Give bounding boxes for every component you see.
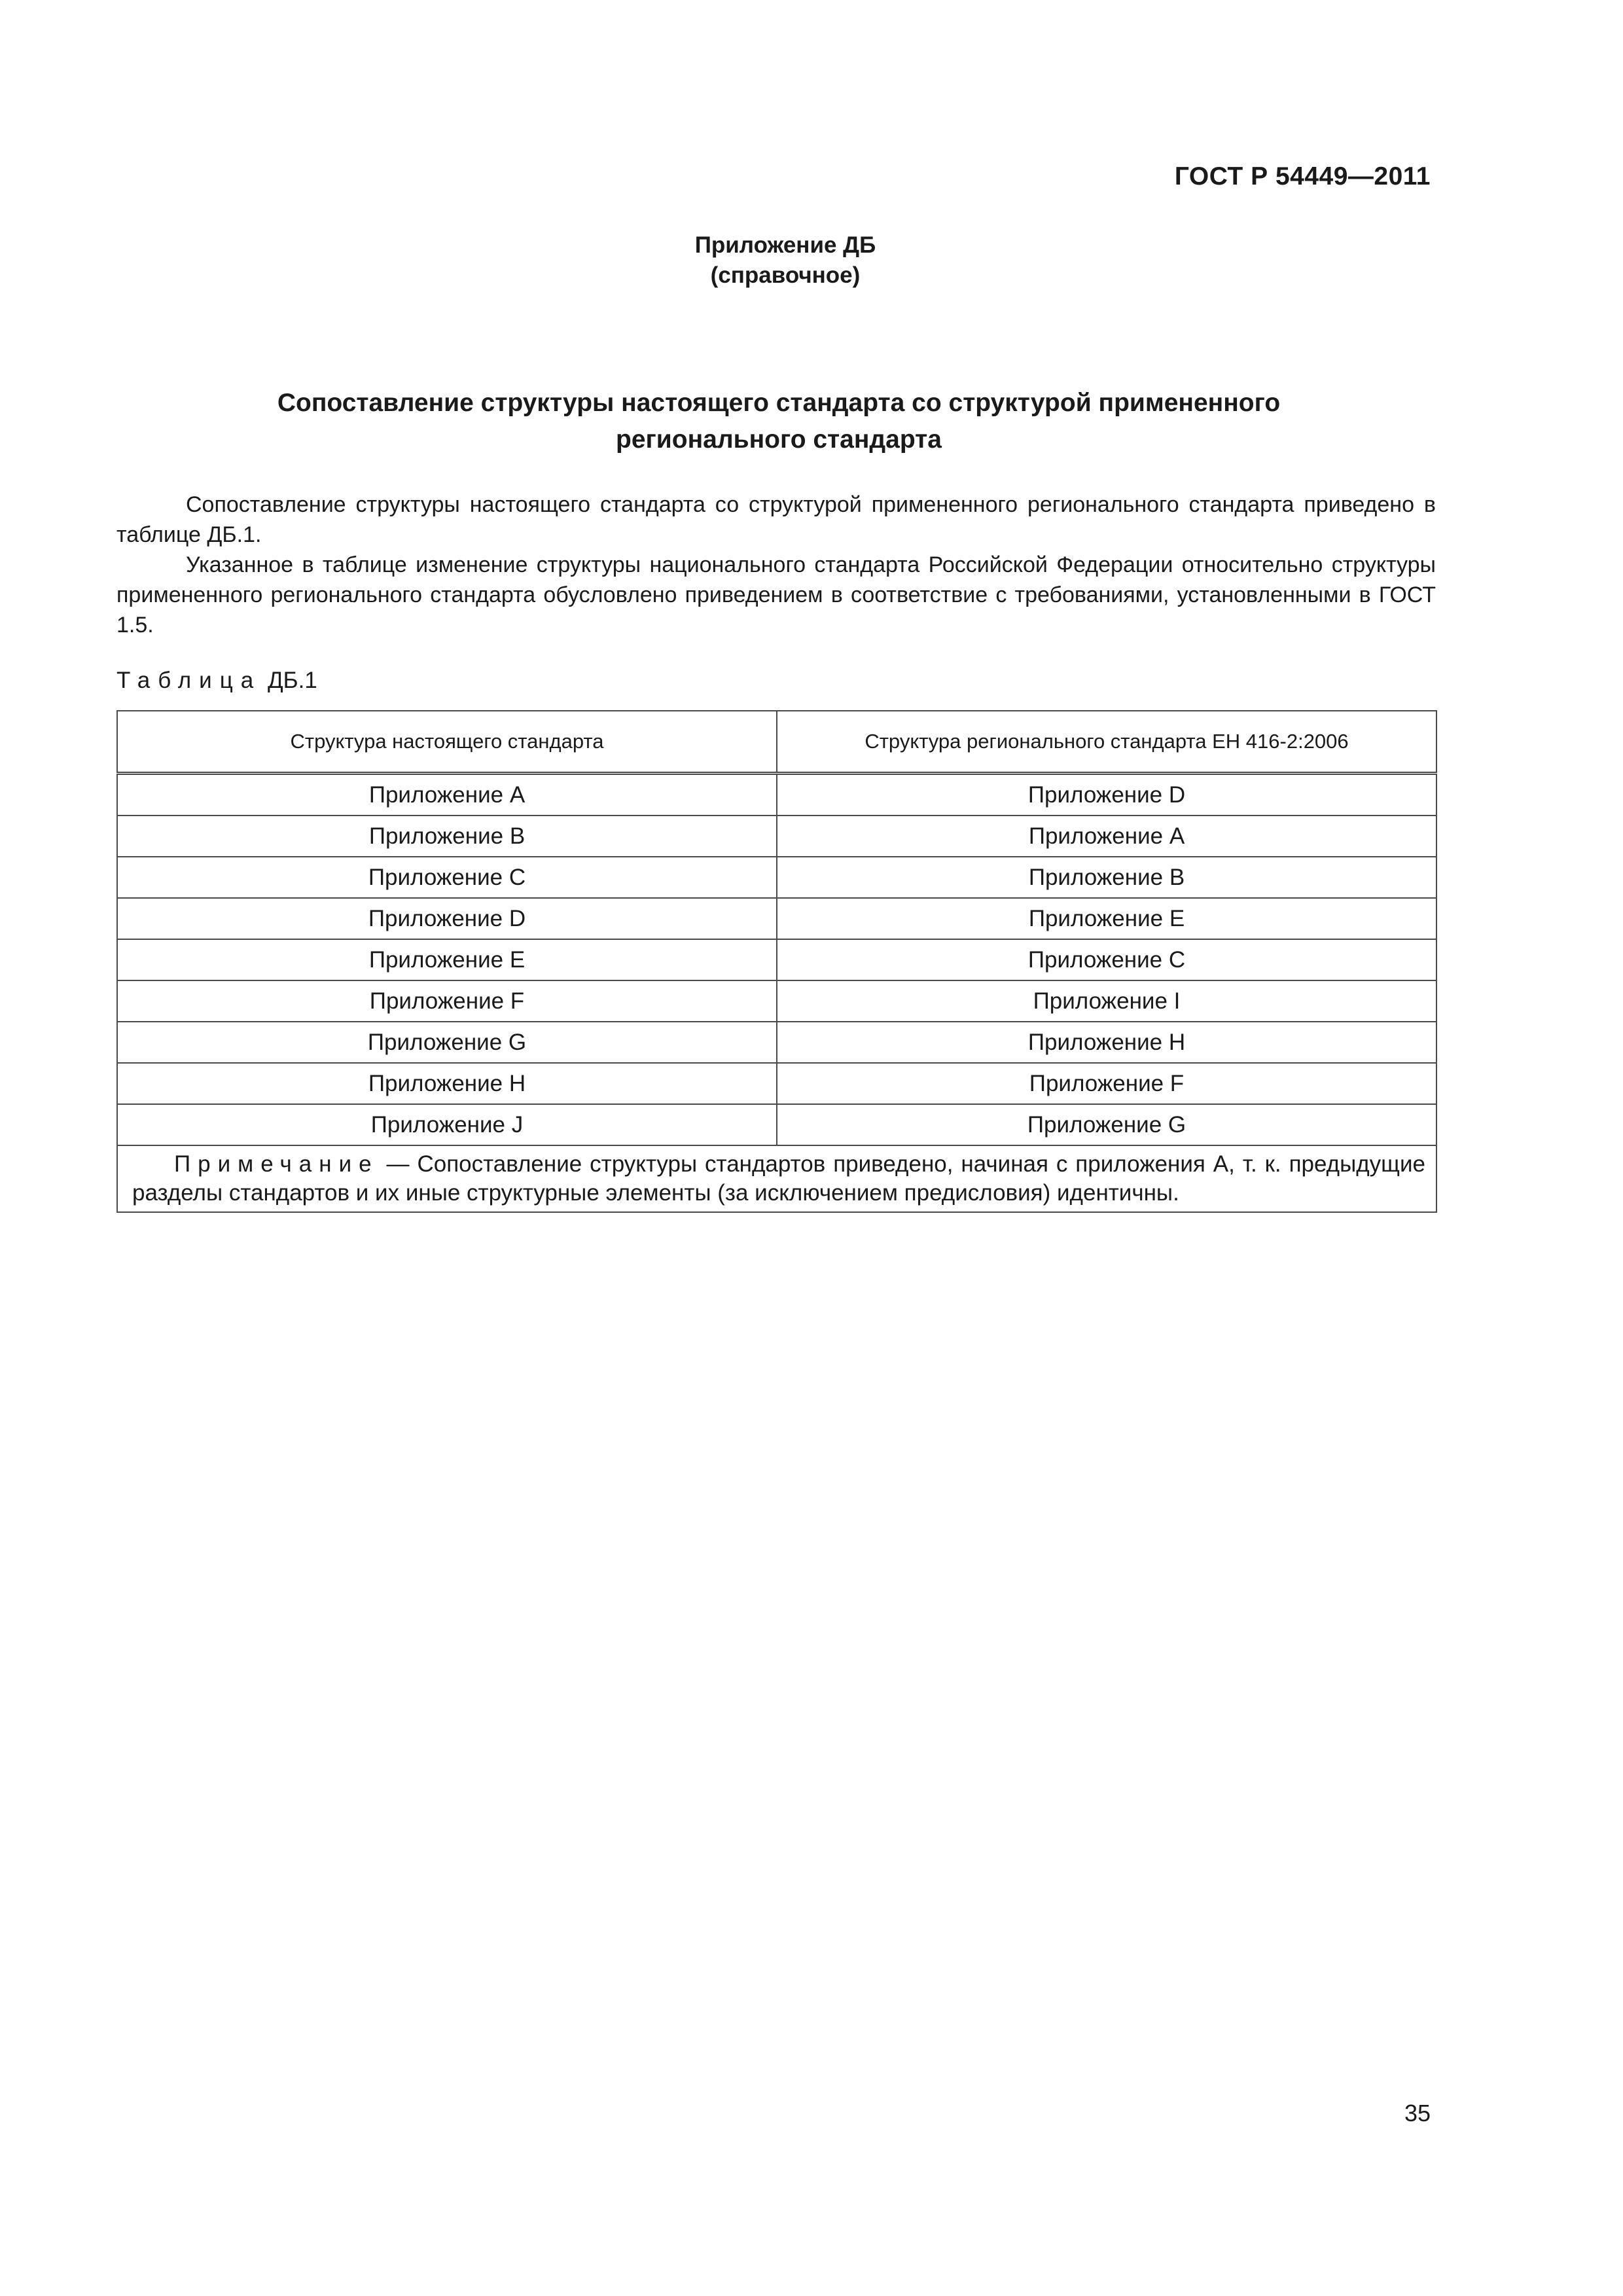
section-title [118, 385, 1440, 458]
cell-national: Приложение В [117, 816, 777, 857]
table-row [117, 898, 1436, 939]
table-caption [116, 668, 317, 694]
annex-title: Приложение ДБ [694, 232, 876, 258]
cell-national: Приложение G [117, 1022, 777, 1063]
note-text: — Сопоставление структуры стандартов приведено, начиная с приложения А, т. к. предыдущие разделы стандартов и их иные структурные элементы (за исключением предисловия) идентичны. [132, 1151, 1425, 1206]
cell-national: Приложение J [117, 1104, 777, 1145]
cell-national: Приложение Е [117, 939, 777, 980]
table-row [117, 1063, 1436, 1104]
cell-regional: Приложение В [777, 857, 1436, 898]
note-label: Примечание [174, 1151, 379, 1177]
section-title-line-2: регионального стандарта [616, 425, 942, 454]
cell-national: Приложение С [117, 857, 777, 898]
cell-regional: Приложение Е [777, 898, 1436, 939]
table-row [117, 1022, 1436, 1063]
column-header-regional: Структура регионального стандарта ЕН 416-2:2006 [777, 711, 1436, 774]
table-header-row [117, 711, 1436, 774]
cell-national: Приложение Н [117, 1063, 777, 1104]
cell-national: Приложение D [117, 898, 777, 939]
paragraph-2: Указанное в таблице изменение структуры национального стандарта Российской Федерации относительно структуры примененного регионального стандарта обусловлено приведением в соответствие с требованиями, установленными в ГОСТ 1.5. [116, 552, 1436, 637]
table-note [117, 1145, 1436, 1212]
paragraph-1: Сопоставление структуры настоящего стандарта со структурой примененного регионального стандарта приведено в таблице ДБ.1. [116, 492, 1436, 547]
table-row [117, 1104, 1436, 1145]
column-header-national: Структура настоящего стандарта [117, 711, 777, 774]
comparison-table [116, 710, 1437, 1213]
page-number: 35 [1404, 2100, 1431, 2126]
cell-regional: Приложение D [777, 774, 1436, 816]
cell-national: Приложение F [117, 980, 777, 1022]
annex-subtitle: (справочное) [710, 262, 861, 288]
cell-regional: Приложение F [777, 1063, 1436, 1104]
annex-heading [0, 230, 1571, 291]
table-caption-word: Таблица [116, 668, 262, 693]
cell-national: Приложение А [117, 774, 777, 816]
cell-regional: Приложение А [777, 816, 1436, 857]
table-row [117, 857, 1436, 898]
section-title-line-1: Сопоставление структуры настоящего стандарта со структурой примененного [277, 389, 1281, 417]
table-row [117, 774, 1436, 816]
table-row [117, 816, 1436, 857]
cell-regional: Приложение G [777, 1104, 1436, 1145]
cell-regional: Приложение С [777, 939, 1436, 980]
cell-regional: Приложение I [777, 980, 1436, 1022]
table-row [117, 939, 1436, 980]
table-caption-id: ДБ.1 [267, 668, 317, 693]
document-code: ГОСТ Р 54449—2011 [1174, 162, 1431, 190]
table-note-row [117, 1145, 1436, 1212]
cell-regional: Приложение Н [777, 1022, 1436, 1063]
table-row [117, 980, 1436, 1022]
